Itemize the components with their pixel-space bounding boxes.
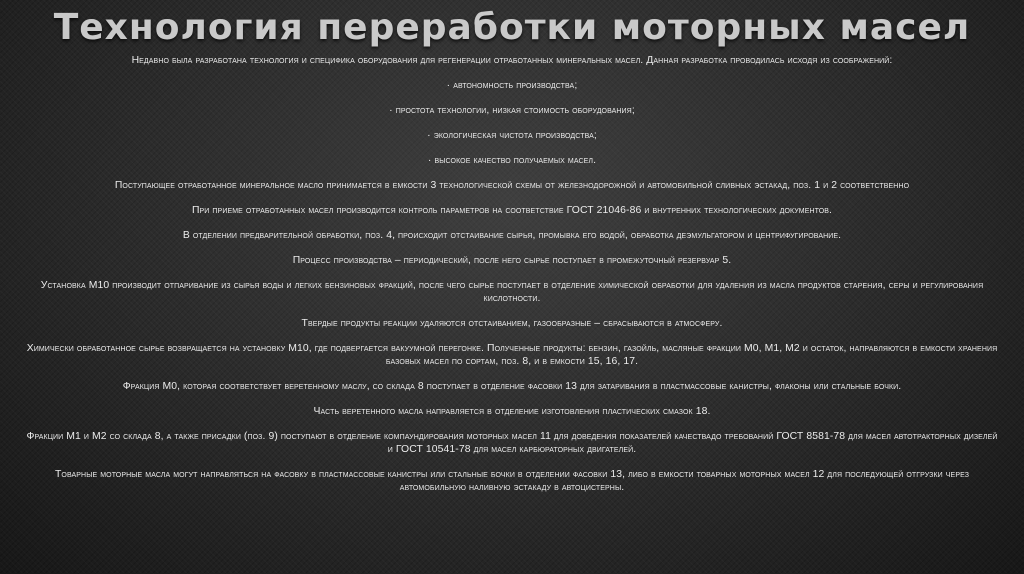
paragraph: Твердые продукты реакции удаляются отстаиванием, газообразные – сбрасываются в атмосферу.: [301, 318, 723, 329]
slide-title: Технология переработки моторных масел: [53, 7, 971, 48]
bullet-item: · автономность производства;: [446, 80, 578, 91]
bullet-item: · простота технологии, низкая стоимость оборудования;: [389, 105, 635, 116]
paragraph: В отделении предварительной обработки, поз. 4, происходит отстаивание сырья, промывка его водой, обработка деэмульгатором и центрифугирование.: [182, 230, 842, 241]
bullet-item: · высокое качество получаемых масел.: [427, 155, 597, 166]
paragraph: Установка М10 производит отпаривание из сырья воды и легких бензиновых фракций, после чего сырье поступает в отделение химической обработки для удаления из масла продуктов старения, серы и регулирования кислотности.: [40, 280, 984, 304]
paragraph: Фракция М0, которая соответствует веретенному маслу, со склада 8 поступает в отделение фасовки 13 для затаривания в пластмассовые канистры, флаконы или стальные бочки.: [122, 381, 902, 392]
paragraph: Товарные моторные масла могут направляться на фасовку в пластмассовые канистры или стальные бочки в отделении фасовки 13, либо в емкости товарных моторных масел 12 для последующей отгрузки через автомобильную наливную эстакаду в автоцистерны.: [54, 469, 970, 493]
slide-content: [14, 54, 1010, 494]
paragraph: Процесс производства – периодический, после него сырье поступает в промежуточный резервуар 5.: [292, 255, 732, 266]
bullet-item: · экологическая чистота производства;: [427, 130, 597, 141]
paragraph: При приеме отработанных масел производится контроль параметров на соответствие ГОСТ 21046-86 и внутренних технологических документов.: [191, 205, 833, 216]
paragraph: Поступающее отработанное минеральное масло принимается в емкости 3 технологической схемы от железнодорожной и автомобильной сливных эстакад, поз. 1 и 2 соответственно: [114, 180, 910, 191]
paragraph: Химически обработанное сырье возвращается на установку М10, где подвергается вакуумной перегонке. Полученные продукты: бензин, газойль, масляные фракции М0, М1, М2 и остаток, направляются в емкости хранения базовых масел по сортам, поз. 8, и в емкости 15, 16, 17.: [26, 343, 998, 367]
intro-paragraph: Недавно была разработана технология и специфика оборудования для регенерации отработанных минеральных масел. Данная разработка проводилась исходя из соображений:: [131, 55, 893, 66]
paragraph: Часть веретенного масла направляется в отделение изготовления пластических смазок 18.: [313, 406, 711, 417]
paragraph: Фракции М1 и М2 со склада 8, а также присадки (поз. 9) поступают в отделение компаундирования моторных масел 11 для доведения показателей качествадо требований ГОСТ 8581-78 для масел автотракторных дизелей и ГОСТ 10541-78 для масел карбюраторных двигателей.: [26, 431, 998, 455]
